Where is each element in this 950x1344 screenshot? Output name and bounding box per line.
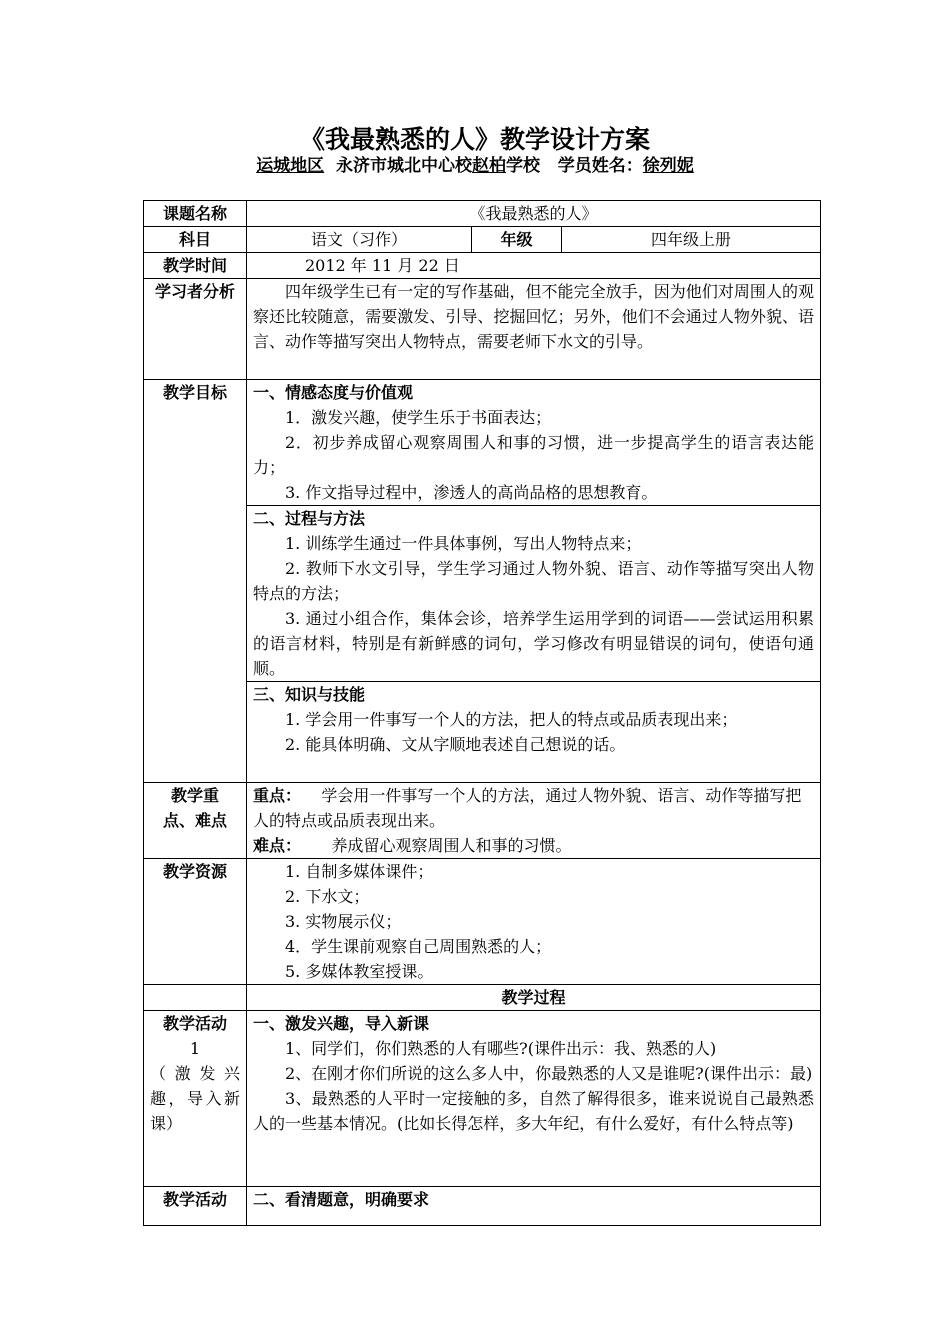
list-item: 3. 实物展示仪； [285,912,402,931]
school-suffix: 学校 [506,156,541,176]
activity2-label: 教学活动 [144,1187,247,1226]
list-item: 3. 作文指导过程中，渗透人的高尚品格的思想教育。 [285,483,658,502]
activity1-label-line-2: 1 [189,1039,201,1058]
table-row [144,783,821,859]
goal1-heading: 一、情感态度与价值观 [253,383,414,402]
document-title: 《我最熟悉的人》教学设计方案 [299,125,650,154]
list-item: 3. 通过小组合作，集体会诊，培养学生运用学到的词语——尝试运用积累的语言材料，特别是有新鲜感的词句，学习修改有明显错误的词句，使语句通顺。 [253,609,815,678]
list-item: 1．激发兴趣，使学生乐于书面表达； [285,408,552,427]
time-value: 2012 年 11 月 22 日 [247,253,821,279]
resources-label: 教学资源 [144,859,247,985]
topic-value: 《我最熟悉的人》 [247,201,821,227]
grade-value: 四年级上册 [562,227,821,253]
goal3-cell [247,682,821,783]
key-text: 学会用一件事写一个人的方法，通过人物外貌、语言、动作等描写把人的特点或品质表现出来。 [253,786,802,830]
resources-cell [247,859,821,985]
goal2-heading: 二、过程与方法 [253,509,366,528]
list-item: 4．学生课前观察自己周围熟悉的人； [285,937,552,956]
goal3-heading: 三、知识与技能 [253,685,366,704]
list-item: 2．初步养成留心观察周围人和事的习惯，进一步提高学生的语言表达能力； [253,433,815,477]
student-name: 徐列妮 [642,156,694,176]
activity1-label-line-3: （激发兴趣，导入新课） [150,1064,240,1133]
learner-text: 四年级学生已有一定的写作基础，但不能完全放手，因为他们对周围人的观察还比较随意，需要激发、引导、挖掘回忆；另外，他们不会通过人物外貌、语言、动作等描写突出人物特点，需要老师下水文的引导。 [253,282,815,351]
list-item: 5. 多媒体教室授课。 [285,962,434,981]
learner-label: 学习者分析 [144,279,247,380]
difficulty-label: 难点： [253,836,302,855]
list-item: 1. 训练学生通过一件具体事例，写出人物特点来； [285,534,642,553]
table-row [144,227,821,253]
table-row [144,253,821,279]
goal1-cell [247,380,821,506]
activity1-label [144,1011,247,1187]
key-label: 重点： [253,786,302,805]
school-prefix: 永济市城北中心校 [336,156,473,176]
table-row [144,1187,821,1226]
goals-label: 教学目标 [144,380,247,783]
activity2-cell [247,1187,821,1226]
keypoints-cell [247,783,821,859]
table-row [144,859,821,985]
list-item: 1、同学们，你们熟悉的人有哪些?(课件出示：我、熟悉的人) [285,1039,717,1058]
time-label: 教学时间 [144,253,247,279]
empty-cell [144,985,247,1011]
table-row [144,201,821,227]
learner-cell [247,279,821,380]
table-row [144,380,821,506]
list-item: 1. 学会用一件事写一个人的方法，把人的特点或品质表现出来； [285,710,738,729]
table-row [144,279,821,380]
list-item: 2. 教师下水文引导，学生学习通过人物外貌、语言、动作等描写突出人物特点的方法； [253,559,815,603]
difficulty-point [253,833,814,858]
key-point [253,783,814,833]
activity1-heading: 一、激发兴趣，导入新课 [253,1014,430,1033]
keypoints-label-line-1: 教学重 [170,786,219,805]
lesson-plan-table [143,200,821,1226]
keypoints-label-line-2: 点、难点 [162,811,227,830]
document-subtitle [0,151,950,176]
region: 运城地区 [256,156,325,176]
activity1-label-line-1: 教学活动 [162,1014,227,1033]
activity1-cell [247,1011,821,1187]
list-item: 2. 下水文； [285,887,370,906]
activity2-heading: 二、看清题意，明确要求 [253,1190,430,1209]
subject-label: 科目 [144,227,247,253]
student-label: 学员姓名： [557,156,643,176]
school-name-underlined: 赵柏 [472,156,507,176]
keypoints-label [144,783,247,859]
table-row [144,1011,821,1187]
grade-label: 年级 [472,227,562,253]
list-item: 2、在刚才你们所说的这么多人中，你最熟悉的人又是谁呢?(课件出示：最) [285,1064,813,1083]
table-row [144,985,821,1011]
process-header: 教学过程 [247,985,821,1011]
list-item: 2. 能具体明确、文从字顺地表述自己想说的话。 [285,735,626,754]
list-item: 1. 自制多媒体课件； [285,862,434,881]
list-item: 3、最熟悉的人平时一定接触的多，自然了解得很多，谁来说说自己最熟悉人的一些基本情况。(比如长得怎样，多大年纪，有什么爱好，有什么特点等) [253,1089,815,1133]
topic-label: 课题名称 [144,201,247,227]
subject-value: 语文（习作） [247,227,472,253]
difficulty-text: 养成留心观察周围人和事的习惯。 [331,836,572,855]
goal2-cell [247,506,821,682]
